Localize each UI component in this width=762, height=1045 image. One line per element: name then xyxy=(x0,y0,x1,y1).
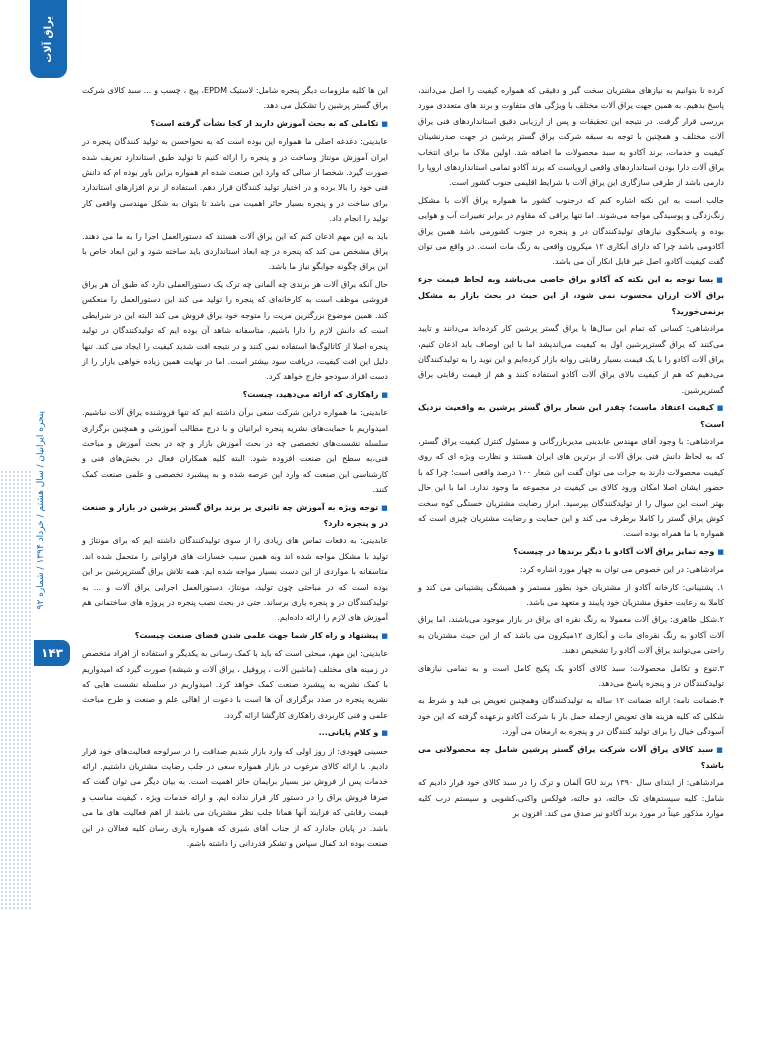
article-column-left xyxy=(82,83,388,854)
paragraph: ۴.ضمانت نامه: ارائه ضمانت ۱۲ ساله به تولیدکنندگان وهمچنین تعویض بی قید و شرط به شکلی که کلیه هزینه های تعویض ازجمله حمل بار با شرکت آکادو برعهده گرفته که این خود آسودگی خیال را برای تولید کنندگان در و پنجره به ارمغان می آورد. xyxy=(418,696,724,737)
paragraph: ۱. پشتیبانی: کارخانه آکادو از مشتریان خود بطور مستمر و همیشگی پشتیبانی می کند و کاملا به رعایت حقوق مشتریان خود پایبند و متعهد می باشد. xyxy=(418,582,724,607)
paragraph: باید به این مهم اذعان کنم که این یراق آلات هستند که دستورالعمل اجرا را به ما می دهند. یراق مشخص می کند که پنجره در چه ابعاد استانداردی باید ساخته شود و این ابعاد خاص با این یراق چگونه جوابگو نیاز ما باشد. xyxy=(82,231,388,272)
paragraph: عابدینی: ما همواره دراین شرکت سعی برآن داشته ایم که تنها فروشنده یراق آلات نباشیم. امیدواریم با حمایت‌های نشریه پنجره ایرانیان و با درج مطالب آموزشی و همچنین برگزاری سلسله نشست‌های تخصصی چه در بحث آموزش بازار و چه در بحث آموزش و مباحث فنی،به سطح این صنعت افزوده شود. البته کلیه همکاران فعال در بخش‌های فنی و کارشناسی این صنعت که وارد این عرصه شده و به پیشبرد تخصصی و علمی صنعت کمک کنند. xyxy=(82,408,388,495)
paragraph: این ها کلیه ملزومات دیگر پنجره شامل: لاستیک EPDM، پیچ ، چسب و ... سبد کالای شرکت یراق گستر پرشین را تشکیل می دهد. xyxy=(82,86,388,111)
section-tab xyxy=(30,0,67,78)
paragraph: مرادشاهی: کسانی که تمام این سال‌ها با یراق گستر پرشین کار کرده‌اند می‌دانند و تایید می‌کنند که یراق گستر‌پرشین اول به کیفیت می‌اندیشد اما با این اوصاف باید اذعان کنیم، یراق آلات آکادو را با یک قیمت بسیار رقابتی روانه بازار کرده‌ایم و این نوید را به تولیدکنندگان می‌دهیم که هم از کیفیت بالای یراق آلات آکادو استفاده کنند و هم از قیمت رقابتی یراق گستر‌پرشین. xyxy=(418,324,724,395)
issue-info-text: پنجره ایرانیان / سال هشتم / خرداد ۱۳۹۴ / شماره ۹۲ xyxy=(36,410,46,610)
article-column-right xyxy=(418,83,724,824)
interview-question: ■ راهکاری که ارائه می‌دهید، چیست؟ xyxy=(82,387,388,403)
paragraph: مرادشاهی: در این خصوص می توان به چهار مورد اشاره کرد: xyxy=(519,565,724,575)
issue-info xyxy=(34,380,48,640)
paragraph: کرده تا بتوانیم به نیازهای مشتریان سخت گیر و دقیقی که همواره کیفیت را اصل می‌دانند، پاسخ بدهیم. به همین جهت یراق آلات مختلف با ویژگی های متفاوت و برند های متعددی مورد بررسی قرار گرفت. در نتیجه این تحقیقات و پس از ارزیابی دقیق استانداردهای فنی یراق آلات مختلف و همچنین با توجه به سبقه شرکت یراق گستر پرشین در جهت صدرنشینان کیفیت و خدمات، برند آکادو به سبد محصولات ما اضافه شد. اولین ملاک ما برای انتخاب یراق آلات دارا بودن استانداردهای واقعی اروپاست که برند آکادو تمامی استانداردهای اروپا را دارمی باشد از طرفی سازگاری این یراق آلات با شرایط اقلیمی جنوب کشور است. xyxy=(418,86,724,188)
interview-question: ■ و کلام پایانی... xyxy=(82,725,388,741)
interview-question: ■ وجه تمایز یراق آلات آکادو با دیگر برندها در چیست؟ xyxy=(418,544,724,560)
interview-question: ■ تکاملی که به بحث آموزش دارید از کجا نشأت گرفته است؟ xyxy=(82,116,388,132)
interview-question: ■ بسا توجه به این نکته که آکادو یراق خاصی می‌باشد وبه لحاظ قیمت جزء یراق آلات ارزان محسوب نمی شود، از این حیث در بحث بازار به مشکل برنمی‌خورید؟ xyxy=(418,272,724,319)
paragraph: ۳.تنوع و تکامل محصولات: سبد کالای آکادو یک پکیج کامل است و به تمامی نیازهای تولیدکنندگان در و پنجره پاسخ می‌دهد. xyxy=(418,663,724,689)
dotted-margin-pattern xyxy=(0,470,33,910)
paragraph: عابدینی: این مهم، مبحثی است که باید با کمک رسانی به یکدیگر و استفاده از افراد متخصص در زمینه های مختلف (ماشین آلات ، پروفیل ، یراق آلات و شیشه) صورت گیرد که امیدواریم با کمک نشریه به پیشبرد صنعت کمک خواهد کرد. امیدواریم در سلسله نشست هایی که نشریه پنجره در صدد برگزاری آن ها است با دعوت از اهالی علم و صنعت و طرح مباحث علمی و فنی کاربردی راهکاری کارگشا ارائه گردد. xyxy=(82,649,388,720)
paragraph: عابدینی: دغدغه اصلی ما همواره این بوده است که به نحواحسن به تولید کنندگان پنجره در ایران آموزش مونتاژ وساخت در و پنجره را ارائه کنیم تا تولید طبق استاندارد تعریف شده صورت گیرد. شخصا از سالی که وارد این صنعت شده ام همواره براین باور بوده ام که دانش فنی خود را بالا برده و در اختیار تولید کنندگان قرار دهم. استفاده از نرم افزارهای استاندارد برای ساخت در و پنجره بسیار حائز اهمیت می باشد تا بتوان به شکل مهندسی واقعی کار تولید را انجام داد. xyxy=(82,137,388,224)
paragraph: مرادشاهی: با وجود آقای مهندس عابدینی مدیربازرگانی و مسئول کنترل کیفیت یراق گستر، که به لحاظ دانش فنی یراق آلات از برترین های ایران هستند و نظارت ویژه ای که روی کیفیت محصولات دارند به جرات می توان گفت این شعار ۱۰۰ درصد واقعی است؛ چرا که با حضور ایشان اصلا امکان ورود کالای بی کیفیت در مجموعه ما وجود ندارد. اما با این حال بهتر است این سوال را از تولیدکنندگان بپرسید. ابراز رضایت مشتریان خستگی کوه سخت کوش یراق گستر را کاملا برطرف می کند و این حمایت و رضایت مشتریان چیزی است که همواره با ما همراه بوده است. xyxy=(418,436,724,539)
paragraph: حسینی قهودی: از روز اولی که وارد بازار شدیم صداقت را در سرلوحه فعالیت‌های خود قرار دادیم. با ارائه کالای مرغوب در بازار همواره سعی در جلب رضایت مشتریان داشتیم. ارائه خدمات پس از فروش نیز بسیار برایمان حائز اهمیت است. به بیان دیگر می توان گفت که صرفا فروش یراق را در دستور کار قرار نداده ایم. و ارائه خدمات ویژه ، کیفیت مناسب و قیمت رقابتی که فرایند آنها همانا جلب نظر مشتریان می باشد از اهم فعالیت های ما می باشد. در پایان جادارد که از جناب آقای شیری که همواره یاری رسان کلیه فعالان در این صنعت بوده اند کمال سپاس و تشکر قدردانی را داشته باشم. xyxy=(82,746,388,849)
paragraph: حال آنکه یراق آلات هر برندی چه آلمانی چه ترک یک دستورالعملی دارد که طبق آن هر یراق فروشی موظف است به کارخانه‌ای که پنجره را تولید می کند این دستورالعمل را منعکس کند. همین موضوع بزرگترین مزیت را متوجه خود یراق فروش می کند البته این در شرایطی است که دانش لازم را دارا باشیم. متاسفانه شاهد آن بوده ایم که تولیدکنندگان در تولید پنجره اصلا از کاتالوگ‌ها استفاده نمی کنند و در نتیجه افت شدید کیفیت را ایجاد می کند. تنها دلیل این افت کیفیت، دریافت سود بیشتر است. اما در نهایت همین زیاده خواهی بازار را از دست افراد سودجو خارج خواهد کرد. xyxy=(82,279,388,382)
interview-question: ■ پیشنهاد و راه کار شما جهت علمی شدن فضای صنعت چیست؟ xyxy=(82,628,388,644)
interview-question: ■ توجه ویژه به آموزش چه تاثیری بر برند یراق گستر پرشین در بازار و صنعت در و پنجره دارد؟ xyxy=(82,500,388,532)
paragraph: جالب است به این نکته اشاره کنم که درجنوب کشور ما همواره یراق آلات با مشکل زنگ‌زدگی و پوسیدگی مواجه می‌شوند. اما تنها یراقی که مقاوم در برابر تغییرات آب و هوایی بوده و پاسخگوی نیازهای تولیدکنندگان در و پنجره در جنوب کشورمی باشد همین یراق آکادومی باشد چرا که دارای آبکاری ۱۲ میکرون واقعی به رنگ مات است. در واقع می توان گفت کیفیت آکادو، اصل غیر قابل انکار آن می باشد. xyxy=(418,195,724,267)
section-tab-label: یراق آلات xyxy=(43,15,54,63)
interview-question: ■ سبد کالای یراق آلات شرکت یراق گستر پرشین شامل چه محصولاتی می باشد؟ xyxy=(418,742,724,774)
page-number: ۱۴۳ xyxy=(34,640,70,666)
paragraph: مرادشاهی: از ابتدای سال ۱۳۹۰ برند GU آلمان و ترک را در سبد کالای خود قرار دادیم که شامل: کلیه سیستم‌های تک حالته، دو حالته، فولکس واکنی،کشویی و سیستم درب کلیه موارد مذکور عیناً در مورد برند آکادو نیز صدق می کند. افزون بر xyxy=(418,778,725,819)
interview-question: ■ کیفیت اعتقاد ماست؛ چقدر این شعار یراق گستر پرشین به واقعیت نزدیک است؟ xyxy=(418,400,724,432)
paragraph: ۲.شکل ظاهری: یراق آلات معمولا به رنگ نقره ای براق در بازار موجود می‌باشند، اما یراق آلات آکادو به رنگ نقره‌ای مات و آبکاری ۱۲میکرون می باشد که از این حیث مشتریان به راحتی می‌توانند یراق آلات آکادو را تشخیص دهند. xyxy=(418,615,724,656)
paragraph: عابدینی: به دفعات تماس های زیادی را از سوی تولیدکنندگان داشته ایم که برای مونتاژ و تولید با مشکل مواجه شده اند وبه همین سبب خسارات های فراوانی را متحمل شده اند. متاسفانه با مواردی از این دست بسیار مواجه شده ایم. همه تلاش یراق گستر‌پرشین بر این بوده است که در مباحثی چون تولید، مونتاژ، دستورالعمل اجرایی یراق آلات و ... به تولیدکنندگان در و پنجره یاری برساند. حتی در بحث نصب پنجره در پروژه های ساختمانی هم آموزش های لازم را ارائه داده‌ایم. xyxy=(82,536,388,623)
